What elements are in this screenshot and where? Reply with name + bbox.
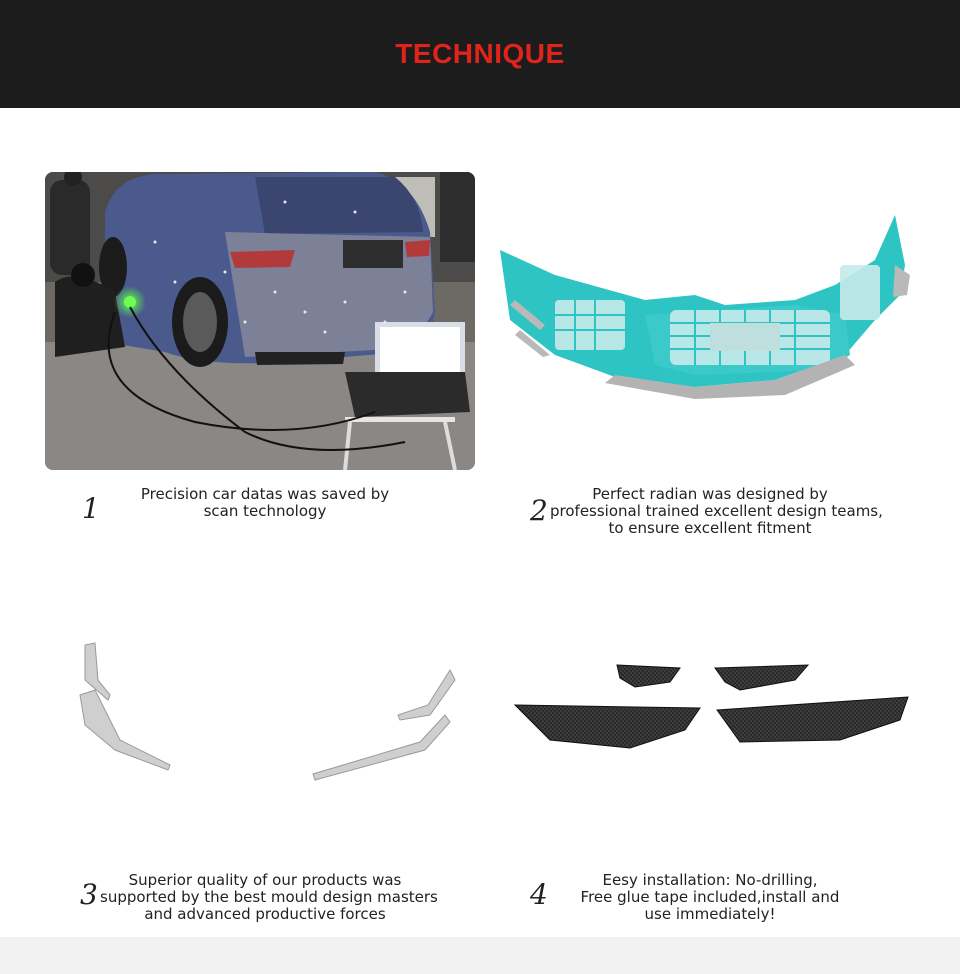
bumper-render — [495, 205, 915, 405]
caption-line: and advanced productive forces — [144, 905, 386, 923]
caption-line: to ensure excellent fitment — [608, 519, 812, 537]
page-title: TECHNIQUE — [395, 38, 565, 69]
step-number-1: 1 — [82, 492, 100, 525]
caption-line: scan technology — [203, 502, 327, 520]
gray-parts-render — [70, 640, 460, 785]
header-bar — [0, 0, 960, 108]
step-caption-1 — [135, 486, 395, 520]
caption-line: use immediately! — [644, 905, 776, 923]
step-caption-4 — [580, 872, 840, 923]
caption-line: professional trained excellent design teams, — [550, 502, 883, 520]
step-number-4: 4 — [530, 878, 548, 911]
caption-line: Superior quality of our products was — [128, 871, 402, 889]
scan-photo — [45, 172, 475, 470]
caption-line: supported by the best mould design masters — [100, 888, 438, 906]
caption-line: Free glue tape included,install and — [580, 888, 840, 906]
caption-line: Perfect radian was designed by — [592, 485, 828, 503]
carbon-parts-render — [510, 660, 915, 755]
step-caption-3 — [100, 871, 438, 923]
footer-strip — [0, 937, 960, 974]
step-number-2: 2 — [530, 494, 548, 527]
step-number-3: 3 — [80, 878, 98, 911]
step-caption-2 — [550, 485, 883, 537]
caption-line: Eesy installation: No-drilling, — [602, 871, 818, 889]
caption-line: Precision car datas was saved by — [140, 485, 390, 503]
